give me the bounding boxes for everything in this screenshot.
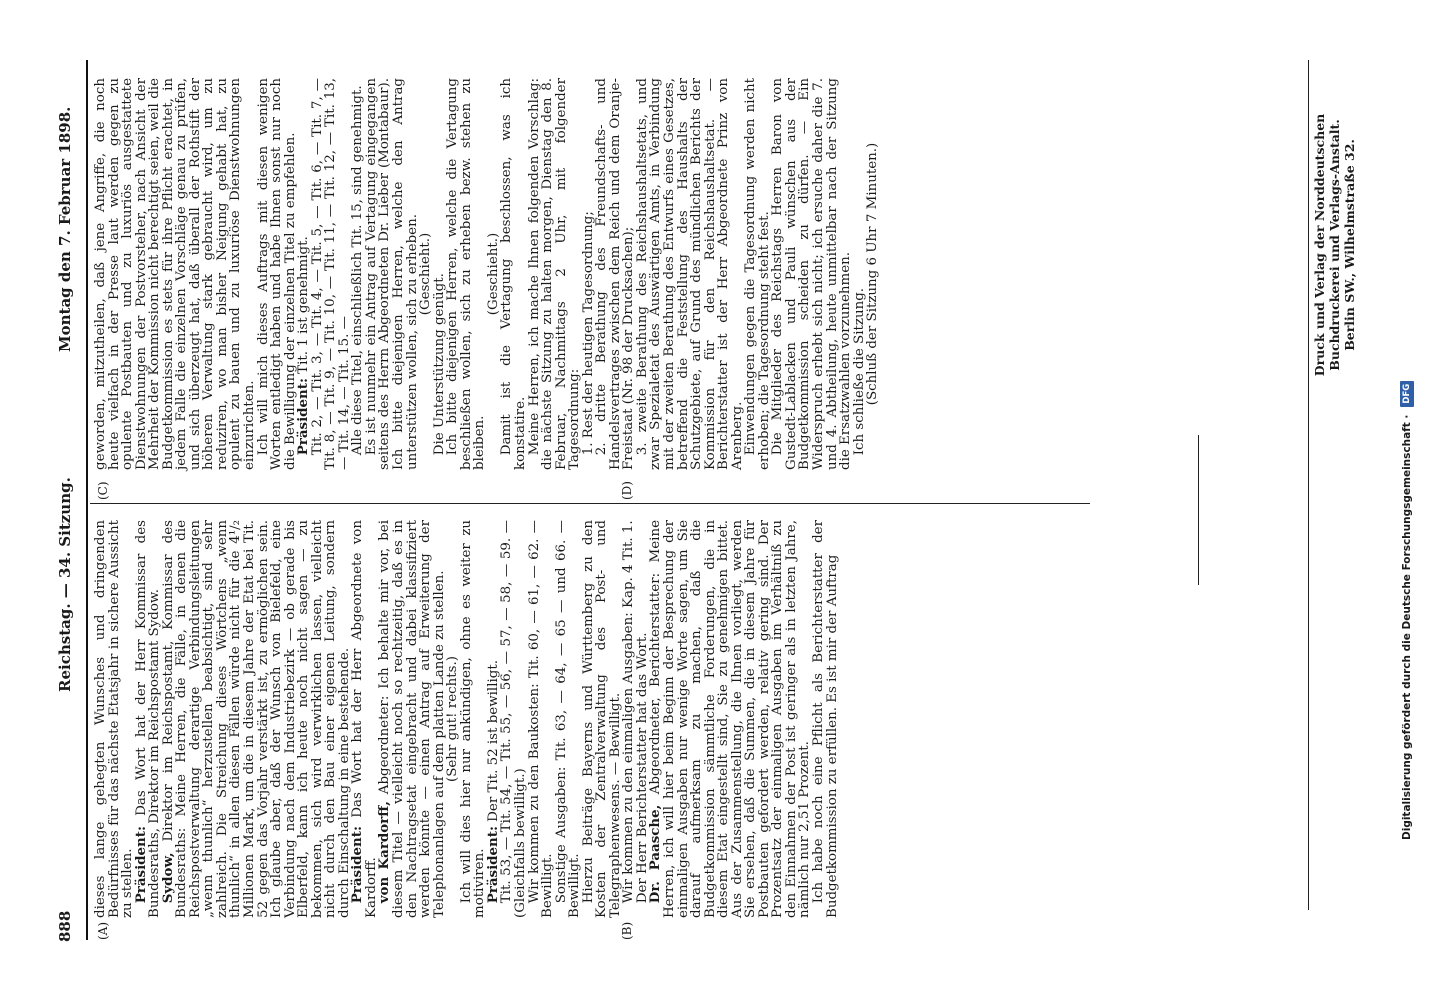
paragraph-text: (Geschieht.): [485, 232, 501, 316]
imprint-line-2: Berlin SW., Wilhelmstraße 32.: [1342, 139, 1357, 351]
paragraph: [419, 78, 433, 470]
left-column: [94, 520, 839, 918]
paragraph: [257, 78, 298, 470]
paragraph: [94, 520, 135, 918]
paragraph-text: Damit ist die Vertagung beschlossen, was ich konstatire.: [499, 78, 528, 470]
paragraph-text: Tit. 53, — Tit. 54, — Tit. 55, — 56, — 57, — 58, — 59. — (Gleichfalls bewilligt.): [499, 520, 528, 918]
paragraph: [484, 520, 501, 918]
paragraph-text: Meine Herren, ich mache Ihnen folgenden Vorschlag: die nächste Sitzung zu halten morgen, Dienstag den 8. Februar, Nachmittags 2 Uhr, mit folgender Tagesordnung:: [526, 78, 583, 470]
paragraph-text: Das Wort hat der Herr Kommissar des Bundesraths, Direktor im Reichspostamt Sydow.: [133, 520, 163, 918]
paragraph: [500, 78, 527, 470]
paragraph-text: 2. dritte Berathung des Freundschafts- und Handelsvertrages zwischen dem Reich und dem Oranje-Freistaat (Nr. 98 der Drucksachen);: [594, 78, 637, 470]
digitization-note: [1396, 0, 1418, 840]
paragraph-text: Ich will mich dieses Auftrags mit diesen wenigen Worten entledigt haben und habe Ihnen sonst nur noch die Bewilligung der einzelnen Titel zu empfehlen.: [255, 78, 298, 470]
imprint: [1312, 80, 1357, 410]
end-rule: [1198, 435, 1199, 585]
speaker-name: Sydow,: [159, 852, 176, 904]
paragraph-text: Das Wort hat der Herr Abgeordnete von Kardorff.: [350, 520, 379, 918]
paragraph-text: 3. zweite Berathung des Reichshaushaltsetats, und zwar Spezialetat des Auswärtigen Amts, in Verbindung mit der zweiten Berathung des Entwurfs eines Gesetzes, betreffend die Feststellung des Haushalts der Schutzgebiete, auf Grund des mündlichen Berichts der Kommission für den Reichshaushaltsetat. — Berichterstatter ist der Herr Abgeordnete Prinz von Arenberg.: [634, 78, 745, 470]
paragraph-text: (Schluß der Sitzung 6 Uhr 7 Minuten.): [865, 142, 881, 406]
paragraph-text: Ich bitte diejenigen Herren, welche die Vertagung beschließen wollen, sich zu erheben bezw. stehen zu bleiben.: [445, 78, 488, 470]
paragraph-text: Ich schließe die Sitzung.: [851, 287, 867, 456]
paragraph: [595, 78, 636, 470]
page-number: 888: [56, 910, 74, 942]
paragraph: [582, 78, 596, 470]
paragraph-text: Der Herr Berichterstatter hat das Wort.: [634, 632, 650, 904]
paragraph-text: Die Mitglieder des Reichstags Herren Baron von Gustedt-Lablacken und Pauli wünschen aus der Budgetkommission scheiden zu dürfen. — Ein Widerspruch erhebt sich nicht; ich ersuche daher die 7. und 4. Abtheilung, heute unmittelbar nach der Sitzung die Ersatzwahlen vorzunehmen.: [770, 78, 854, 470]
speaker-name: von Kardorff,: [376, 801, 393, 904]
paragraph-text: Wir kommen zu den einmaligen Ausgaben: Kap. 4 Tit. 1.: [621, 520, 637, 904]
right-column: [94, 78, 880, 470]
paragraph: [460, 520, 487, 918]
paragraph: [555, 520, 582, 918]
paragraph: [500, 520, 527, 918]
paragraph-text: Einwendungen gegen die Tagesordnung werden nicht erhoben; die Tagesordnung steht fest.: [743, 78, 772, 470]
paragraph: [94, 78, 257, 470]
paragraph-text: Abgeordneter, Berichterstatter: Meine Herren, ich will hier beim Beginn der Besprechung der einmaligen Ausgaben nur wenige Worte sagen, um Sie darauf aufmerksam zu machen, daß die Budgetkommission sämmtliche Forderungen, die in diesem Etat eingestellt sind, Sie zu genehmigen bittet. Aus der Zusammenstellung, die Ihnen vorliegt, werden Sie ersehen, daß die Summen, die in diesem Jahre für Postbauten gefordert werden, relativ gering sind. Der Prozentsatz der einmaligen Ausgaben im Verhältniß zu den Einnahmen der Post ist geringer als in letzten Jahre, nämlich nur 2,51 Prozent.: [648, 520, 813, 918]
paragraph: [297, 78, 311, 470]
paragraph: [132, 520, 163, 918]
paragraph: [159, 520, 352, 918]
paragraph-text: Hierzu Beiträge Bayerns und Württemberg zu den Kosten der Zentralverwaltung des Post- und Telegraphenwesens. — Bewilligt.: [580, 520, 623, 918]
header-left: Reichstag. — 34. Sitzung.: [56, 477, 74, 692]
paragraph: [365, 78, 419, 470]
header-right: Montag den 7. Februar 1898.: [56, 106, 74, 352]
paragraph-text: 1. Rest der heutigen Tagesordnung;: [580, 211, 596, 456]
paragraph: [649, 520, 812, 918]
paragraph: [866, 78, 880, 470]
paragraph-text: Abgeordneter: Ich behalte mir vor, bei diesem Titel — vielleicht noch so rechtzeitig, daß es in den Nachtragsetat eingebracht und dabei klassifiziert werden könnte — einen Antrag auf Erweiterung der Telephonanlagen auf dem platten Lande zu stellen.: [377, 520, 447, 918]
paragraph-text: (Geschieht.): [418, 232, 434, 316]
speaker-name: Präsident:: [484, 826, 501, 904]
paragraph: [582, 520, 623, 918]
paragraph: [351, 520, 378, 918]
paragraph-text: (Sehr gut! rechts.): [445, 656, 461, 783]
speaker-name: Präsident:: [295, 378, 312, 456]
digitization-text: Digitalisierung gefördert durch die Deutsche Forschungsgemeinschaft ·: [1401, 414, 1413, 840]
paragraph: [744, 78, 771, 470]
paragraph-text: Tit. 1 ist genehmigt.: [296, 236, 312, 379]
paragraph-text: Tit. 2, — Tit. 3, — Tit. 4, — Tit. 5, — Tit. 6, — Tit. 7, — Tit. 8, — Tit. 9, — Tit. 10, — Tit. 11, — Tit. 12, — Tit. 13, — Tit. 14, — Tit. 15. —: [309, 78, 352, 470]
paragraph: [446, 520, 460, 918]
paragraph: [378, 520, 446, 918]
paragraph-text: Direktor im Reichspostamt, Kommissar des Bundesraths: Meine Herren, die Fälle, in denen die Reichspostverwaltung derartige Verbindungsleitungen „wenn thunlich“ herzustellen beabsichtigt, sind sehr zahlreich. Die Streichung dieses Wörtchens „wenn thunlich“ in allen diesen Fällen würde nicht für die 4¹/₂ Millionen Mark, um die in diesem Jahre der Etat bei Tit. 52 gegen das Vorjahr verstärkt ist, zu ermöglichen sein. Ich glaube aber, daß der Wunsch von Bielefeld, eine Verbindung nach dem Industriebezirk — ob gerade bis Elberfeld, kann ich heute noch nicht sagen — zu bekommen, sich wird verwirklichen lassen, vielleicht nicht durch den Bau einer eigenen Leitung, sondern durch Einschaltung in eine bestehende.: [160, 520, 352, 918]
paragraph: [351, 78, 365, 470]
paragraph: [771, 78, 852, 470]
paragraph-text: Die Unterstützung genügt.: [431, 273, 447, 456]
paragraph: [812, 520, 839, 918]
paragraph-text: Alle diese Titel, einschließlich Tit. 15, sind genehmigt.: [350, 85, 366, 456]
paragraph: [636, 78, 744, 470]
paragraph: [622, 520, 636, 918]
paragraph: [446, 78, 487, 470]
imprint-rule: [1308, 60, 1309, 910]
speaker-name: Dr. Paasche,: [647, 804, 664, 904]
margin-marker-b: (B): [620, 921, 634, 940]
paragraph: [311, 78, 352, 470]
paragraph-text: Ich will dies hier nur ankündigen, ohne es weiter zu motiviren.: [458, 520, 488, 918]
paragraph: [853, 78, 867, 470]
paragraph-text: Wir kommen zu den Baukosten: Tit. 60, — 61, — 62. — Bewilligt.: [526, 520, 556, 918]
paragraph: [433, 78, 447, 470]
margin-marker-a: (A): [96, 921, 110, 940]
paragraph: [528, 520, 555, 918]
paragraph: [487, 78, 501, 470]
paragraph-text: Es ist nunmehr ein Antrag auf Vertagung eingegangen seitens des Herrn Abgeordneten Dr. Lieber (Montabaur). Ich bitte diejenigen Herren, welche den Antrag unterstützen wollen, sich zu erheben.: [363, 78, 420, 470]
paragraph: [528, 78, 582, 470]
margin-marker-c: (C): [96, 481, 110, 500]
imprint-line-1: Druck und Verlag der Norddeutschen Buchdruckerei und Verlags-Anstalt.: [1312, 113, 1342, 377]
paragraph-text: Der Tit. 52 ist bewilligt.: [485, 660, 501, 827]
paragraph-text: dieses lange gehegten Wunsches und dringenden Bedürfnisses für das nächste Etatsjahr in sichere Aussicht zu stellen.: [93, 520, 136, 918]
column-rule: [90, 503, 1090, 504]
dfg-logo: DFG: [1400, 381, 1414, 407]
margin-marker-d: (D): [620, 481, 634, 500]
speaker-name: Präsident:: [349, 826, 366, 904]
paragraph-text: geworden, mitzutheilen, daß jene Angriffe, die noch heute vielfach in der Presse laut werden gegen zu opulente Postbauten und zu luxuriös ausgestattete Dienstwohnungen der Postvorsteher, nach Ansicht der Mehrheit der Kommission nicht berechtigt seien, weil die Budgetkommission es stets für ihre Pflicht erachtet, in jedem Falle die einzelnen Vorschläge genau zu prüfen, und sich überzeugt hat, daß überall der Rothstift der höheren Verwaltung stark gebraucht wird, um zu reduziren, wo man bisher Neigung gehabt hat, zu opulent zu bauen und zu luxuriöse Dienstwohnungen einzurichten.: [93, 78, 258, 470]
paragraph-text: Sonstige Ausgaben: Tit. 63, — 64, — 65 — und 66. — Bewilligt.: [553, 520, 583, 918]
speaker-name: Präsident:: [132, 826, 149, 904]
paragraph-text: Ich habe noch eine Pflicht als Berichterstatter der Budgetkommission zu erfüllen. Es ist mir der Auftrag: [810, 520, 840, 918]
running-header: [56, 62, 80, 942]
header-rule: [86, 60, 88, 940]
